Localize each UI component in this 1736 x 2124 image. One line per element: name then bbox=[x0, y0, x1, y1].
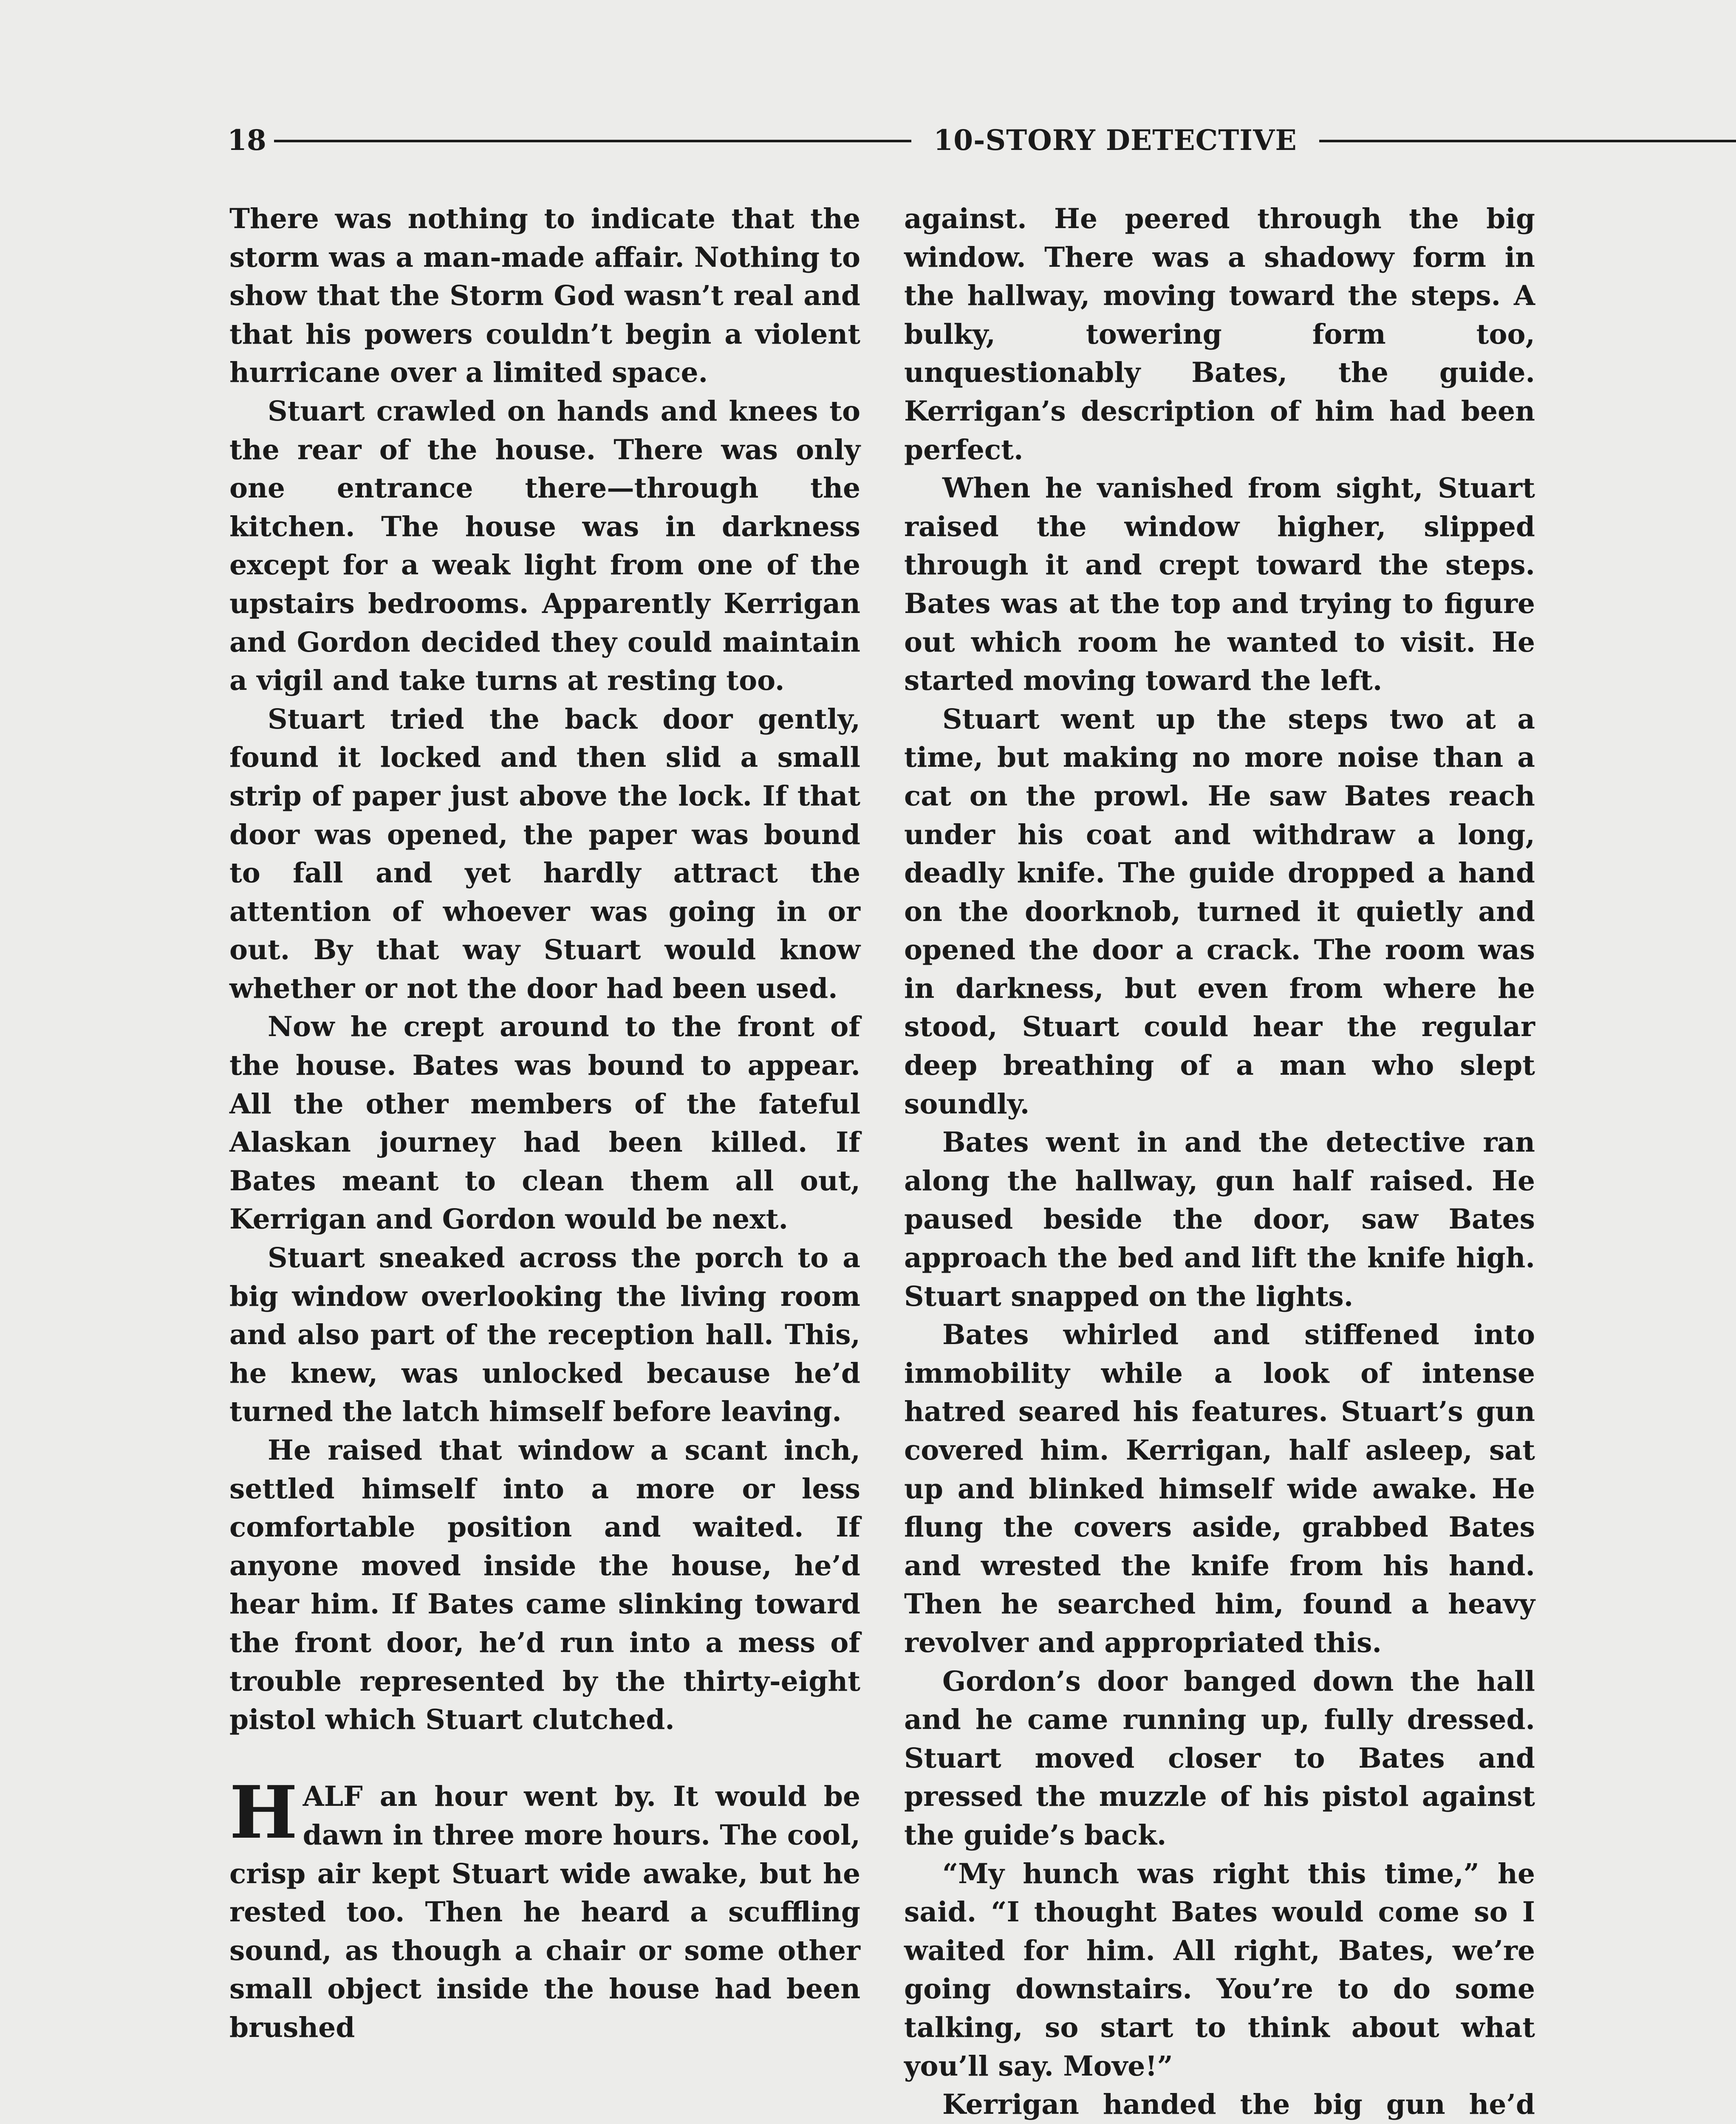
left-column bbox=[229, 200, 860, 2047]
header-rule-left bbox=[274, 140, 911, 142]
paragraph: Bates whirled and stiffened into immobility while a look of intense hatred seared his features. Stuart’s gun covered him. Kerrigan, half asleep, sat up and blinked himself wide awake. He flung the covers aside, grabbed Bates and wrested the knife from his hand. Then he searched him, found a heavy revolver and appropriated this. bbox=[904, 1319, 1535, 1659]
paragraph: There was nothing to indicate that the storm was a man-made affair. Nothing to show that the Storm God wasn’t real and that his powers couldn’t begin a violent hurricane over a limited space. bbox=[229, 203, 860, 389]
drop-cap: H bbox=[229, 1770, 298, 1856]
paragraph: Stuart crawled on hands and knees to the rear of the house. There was only one entrance there—through the kitchen. The house was in darkness except for a weak light from one of the upstairs bedrooms. Apparently Kerrigan and Gordon decided they could maintain a vigil and take turns at resting too. bbox=[229, 395, 860, 697]
magazine-title: 10-STORY DETECTIVE bbox=[911, 121, 1319, 159]
paragraph-continuation: against. He peered through the big window. There was a shadowy form in the hallway, moving toward the steps. A bulky, towering form too, unquestionably Bates, the guide. Kerrigan’s description of him had been perfect. bbox=[904, 203, 1535, 466]
paragraph: Stuart tried the back door gently, found it locked and then slid a small strip of paper just above the lock. If that door was opened, the paper was bound to fall and yet hardly attract the attention of whoever was going in or out. By that way Stuart would know whether or not the door had been used. bbox=[229, 703, 860, 1005]
paragraph: Kerrigan handed the big gun he’d bbox=[942, 2088, 1535, 2121]
running-header bbox=[227, 121, 1523, 159]
paragraph: Stuart went up the steps two at a time, but making no more noise than a cat on the prowl. He saw Bates reach under his coat and withdraw a long, deadly knife. The guide dropped a hand on the doorknob, turned it quietly and opened the door a crack. The room was in darkness, but even from where he stood, Stuart could hear the regular deep breathing of a man who slept soundly. bbox=[904, 703, 1535, 1120]
lead-caps: ALF bbox=[303, 1780, 363, 1813]
page-number: 18 bbox=[227, 124, 266, 157]
right-column bbox=[904, 200, 1535, 2124]
paragraph: Gordon’s door banged down the hall and he came running up, fully dressed. Stuart moved closer to Bates and pressed the muzzle of his pistol against the guide’s back. bbox=[904, 1665, 1535, 1851]
section-paragraph bbox=[229, 1770, 860, 2047]
header-rule-right bbox=[1319, 140, 1736, 142]
paragraph: Bates went in and the detective ran along the hallway, gun half raised. He paused beside the door, saw Bates approach the bed and lift the knife high. Stuart snapped on the lights. bbox=[904, 1126, 1535, 1313]
paragraph: Stuart sneaked across the porch to a big window overlooking the living room and also part of the reception hall. This, he knew, was unlocked because he’d turned the latch himself before leaving. bbox=[229, 1242, 860, 1428]
paragraph: “My hunch was right this time,” he said. “I thought Bates would come so I waited for him. All right, Bates, we’re going downstairs. You’re to do some talking, so start to think about what you’ll say. Move!” bbox=[904, 1857, 1535, 2082]
section-text: an hour went by. It would be dawn in three more hours. The cool, crisp air kept Stuart wide awake, but he rested too. Then he heard a scuffling sound, as though a chair or some other small object inside the house had been brushed bbox=[229, 1780, 860, 2044]
paragraph: Now he crept around to the front of the house. Bates was bound to appear. All the other members of the fateful Alaskan journey had been killed. If Bates meant to clean them all out, Kerrigan and Gordon would be next. bbox=[229, 1011, 860, 1236]
paragraph: He raised that window a scant inch, settled himself into a more or less comfortable position and waited. If anyone moved inside the house, he’d hear him. If Bates came slinking toward the front door, he’d run into a mess of trouble represented by the thirty-eight pistol which Stuart clutched. bbox=[229, 1434, 860, 1736]
paragraph: When he vanished from sight, Stuart raised the window higher, slipped through it and crept toward the steps. Bates was at the top and trying to figure out which room he wanted to visit. He started moving toward the left. bbox=[904, 472, 1535, 697]
